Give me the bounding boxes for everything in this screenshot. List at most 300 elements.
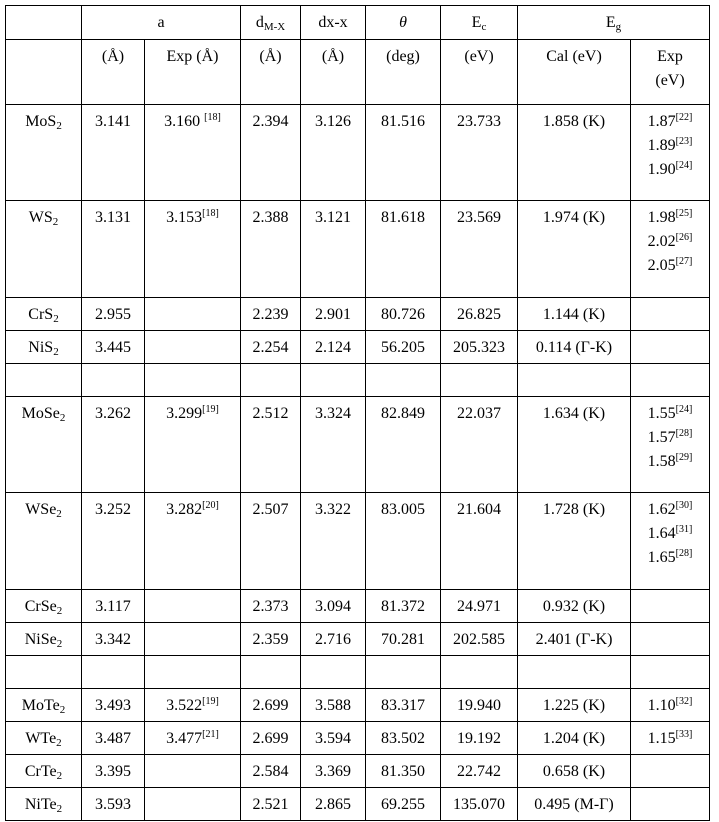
material-formula: NiSe [24,631,57,648]
empty-cell [441,364,518,397]
dxx-value: 2.716 [315,631,352,648]
header2-ec [441,40,518,105]
dmx-value: 2.373 [252,598,289,615]
eg-cal-value: 1.858 (K) [542,113,606,130]
empty-cell [631,656,710,689]
eg-exp-number: 1.10 [647,697,676,714]
eg-cal-value: 0.932 (K) [542,598,606,615]
eg-cal-cell [518,755,631,788]
eg-exp-number: 2.02 [647,233,676,250]
table-row [6,331,710,364]
dxx-value: 3.324 [315,405,352,422]
empty-cell [145,364,241,397]
header2-eg-exp-line2: (eV) [655,72,685,89]
a-exp-cell [145,788,241,821]
a-exp-cell [145,755,241,788]
material-name [6,722,81,751]
theta-cell [366,788,441,821]
material-name [6,788,81,817]
eg-exp-line [631,206,709,230]
header2-eg-cal-text: Cal (eV) [546,48,602,65]
empty-cell [366,656,441,689]
dxx-value: 3.594 [315,730,352,747]
a-exp-cell [145,105,241,201]
material-formula: MoS [25,113,57,130]
ec-cell [441,331,518,364]
ec-cell [441,722,518,755]
theta-value: 69.255 [381,796,426,813]
a-cal-value: 3.395 [95,763,131,780]
eg-exp-line [631,254,709,278]
eg-exp-reference: [31] [675,524,693,535]
eg-cal-cell [518,298,631,331]
material-cell [6,105,82,201]
empty-cell [82,656,145,689]
ec-value: 22.037 [457,405,502,422]
material-name [6,755,81,784]
dmx-value: 2.521 [252,796,289,813]
a-cal-cell [82,493,145,590]
eg-exp-number: 1.65 [647,549,676,566]
a-exp-cell [145,623,241,656]
eg-exp-values [631,331,709,336]
eg-exp-number: 1.58 [647,453,676,470]
table-row [6,788,710,821]
header2-a-cal [82,40,145,105]
header-theta-text: θ [399,14,407,31]
a-exp-value [145,689,240,718]
eg-cal-value: 1.204 (K) [542,730,606,747]
header-eg-sub: g [615,21,622,33]
eg-cal-value: 1.225 (K) [542,697,606,714]
eg-exp-line [631,522,709,546]
header-dmx [241,6,301,40]
dmx-value: 2.254 [252,339,289,356]
empty-cell [301,364,366,397]
dxx-value: 3.121 [315,209,352,226]
a-cal-cell [82,590,145,623]
material-formula: CrSe [24,598,57,615]
header2-dmx [241,40,301,105]
theta-cell [366,298,441,331]
ec-cell [441,788,518,821]
material-cell [6,590,82,623]
eg-cal-value: 1.728 (K) [542,501,606,518]
properties-table [5,5,710,821]
empty-cell [631,364,710,397]
header-theta [366,6,441,40]
dmx-cell [241,590,301,623]
header2-dmx-text: (Å) [259,48,282,65]
material-formula: MoSe [21,405,60,422]
eg-exp-reference: [27] [675,256,693,267]
dxx-cell [301,201,366,298]
eg-exp-reference: [32] [675,696,693,707]
material-cell [6,722,82,755]
header-material [6,6,82,40]
dxx-value: 3.588 [315,697,352,714]
ec-cell [441,105,518,201]
theta-cell [366,590,441,623]
dxx-value: 3.094 [315,598,352,615]
material-subscript: 2 [59,412,66,424]
a-cal-value: 2.955 [95,306,131,323]
a-exp-reference: [21] [202,729,219,740]
a-cal-cell [82,722,145,755]
header2-eg-cal [518,40,631,105]
ec-cell [441,689,518,722]
eg-cal-cell [518,623,631,656]
ec-value: 24.971 [457,598,502,615]
a-exp-value [145,493,240,522]
eg-exp-reference: [25] [675,208,693,219]
material-cell [6,788,82,821]
dmx-value: 2.699 [252,730,289,747]
empty-cell [6,364,82,397]
a-cal-value: 3.117 [95,598,131,615]
header-a [82,6,241,40]
header-row-2 [6,40,710,105]
empty-cell [145,656,241,689]
a-exp-cell [145,331,241,364]
a-exp-reference: [18] [204,112,221,123]
material-subscript: 2 [56,803,63,815]
header-ec-sub: c [481,21,487,33]
dxx-value: 3.322 [315,501,352,518]
theta-cell [366,201,441,298]
material-name [6,493,81,522]
eg-exp-cell [631,201,710,298]
a-cal-value: 3.141 [95,113,131,130]
a-exp-cell [145,397,241,493]
ec-cell [441,298,518,331]
ec-value: 19.192 [457,730,502,747]
material-name [6,331,81,360]
table-row [6,493,710,590]
dmx-value: 2.507 [252,501,289,518]
header2-eg-exp-line1: Exp [657,48,683,65]
a-exp-number: 3.522 [166,697,203,714]
eg-exp-number: 1.90 [647,161,676,178]
ec-cell [441,623,518,656]
header-dmx-text: d [255,14,264,31]
eg-exp-reference: [24] [675,404,693,415]
eg-exp-line [631,158,709,182]
eg-exp-line [631,402,709,426]
theta-value: 83.502 [381,730,426,747]
header-a-text: a [157,14,165,31]
eg-exp-reference: [24] [675,160,693,171]
a-exp-value [145,722,240,751]
ec-cell [441,201,518,298]
eg-exp-reference: [26] [675,232,693,243]
eg-exp-values [631,689,709,718]
header-dmx-sub: M-X [263,21,286,33]
a-exp-value [145,105,240,134]
theta-cell [366,397,441,493]
theta-value: 81.372 [381,598,426,615]
material-cell [6,689,82,722]
material-subscript: 2 [52,216,59,228]
a-cal-cell [82,788,145,821]
eg-cal-value: 1.144 (K) [542,306,606,323]
dmx-cell [241,755,301,788]
table-row [6,105,710,201]
empty-cell [82,364,145,397]
material-name [6,397,81,426]
eg-exp-line [631,546,709,570]
table-row [6,755,710,788]
dmx-cell [241,201,301,298]
ec-value: 19.940 [457,697,502,714]
a-exp-cell [145,201,241,298]
material-cell [6,623,82,656]
header2-material [6,40,82,105]
a-exp-value [145,623,240,628]
eg-cal-value: 0.114 (Γ-K) [535,339,613,356]
a-exp-value [145,201,240,230]
material-name [6,590,81,619]
a-cal-cell [82,298,145,331]
table-row [6,298,710,331]
material-subscript: 2 [59,704,66,716]
eg-cal-cell [518,689,631,722]
material-name [6,298,81,327]
dxx-cell [301,493,366,590]
dmx-value: 2.239 [252,306,289,323]
dmx-cell [241,788,301,821]
theta-cell [366,623,441,656]
dmx-value: 2.699 [252,697,289,714]
empty-cell [518,656,631,689]
empty-cell [441,656,518,689]
material-name [6,105,81,134]
ec-value: 21.604 [457,501,502,518]
dmx-value: 2.359 [252,631,289,648]
ec-cell [441,755,518,788]
header2-a-cal-text: (Å) [101,48,125,65]
a-cal-value: 3.487 [95,730,131,747]
a-cal-cell [82,397,145,493]
ec-cell [441,590,518,623]
material-subscript: 2 [53,346,59,358]
theta-cell [366,689,441,722]
dxx-value: 3.126 [315,113,352,130]
material-formula: CrTe [24,763,57,780]
header-ec-text: E [471,14,482,31]
theta-cell [366,493,441,590]
header2-theta-text: (deg) [386,48,420,65]
eg-exp-line [631,426,709,450]
dmx-value: 2.512 [252,405,289,422]
eg-exp-line [631,450,709,474]
header-ec [441,6,518,40]
eg-cal-cell [518,788,631,821]
theta-cell [366,331,441,364]
dmx-value: 2.584 [252,763,289,780]
material-subscript: 2 [56,508,62,520]
eg-exp-cell [631,623,710,656]
eg-exp-line [631,230,709,254]
eg-exp-reference: [33] [675,729,693,740]
dxx-cell [301,298,366,331]
theta-cell [366,755,441,788]
material-formula: NiS [28,339,54,356]
eg-exp-number: 1.98 [647,209,676,226]
a-exp-value [145,298,240,303]
eg-exp-values [631,788,709,793]
header-dxx [301,6,366,40]
eg-cal-cell [518,201,631,298]
material-formula: CrS [28,306,54,323]
eg-cal-cell [518,722,631,755]
eg-exp-reference: [23] [675,136,693,147]
a-cal-cell [82,623,145,656]
empty-cell [241,364,301,397]
table-row [6,201,710,298]
dmx-cell [241,397,301,493]
eg-exp-reference: [29] [675,452,693,463]
dxx-cell [301,105,366,201]
a-exp-value [145,331,240,336]
a-exp-cell [145,298,241,331]
dmx-value: 2.394 [252,113,289,130]
a-exp-reference: [18] [202,208,219,219]
material-name [6,689,81,718]
eg-exp-number: 1.15 [647,730,676,747]
theta-value: 83.005 [381,501,426,518]
header2-dxx-text: (Å) [321,48,345,65]
eg-exp-cell [631,331,710,364]
dxx-cell [301,590,366,623]
eg-cal-cell [518,105,631,201]
a-cal-value: 3.262 [95,405,131,422]
dmx-cell [241,298,301,331]
table-body [6,105,710,821]
a-exp-cell [145,689,241,722]
eg-exp-line [631,110,709,134]
eg-exp-cell [631,722,710,755]
dmx-cell [241,623,301,656]
a-cal-value: 3.593 [95,796,131,813]
material-cell [6,201,82,298]
material-formula: MoTe [21,697,60,714]
eg-exp-values [631,397,709,474]
material-subscript: 2 [53,313,59,325]
header-row-1 [6,6,710,40]
a-exp-value [145,590,240,595]
header2-dxx [301,40,366,105]
ec-value: 23.733 [457,113,502,130]
blank-row [6,364,710,397]
a-cal-value: 3.131 [95,209,131,226]
header2-eg-exp [631,40,710,105]
dxx-cell [301,755,366,788]
a-exp-reference: [20] [202,500,219,511]
dxx-value: 2.901 [315,306,352,323]
eg-cal-cell [518,493,631,590]
eg-exp-cell [631,689,710,722]
ec-value: 22.742 [457,763,502,780]
material-formula: WSe [25,501,57,518]
eg-exp-values [631,298,709,303]
dxx-value: 2.865 [315,796,352,813]
eg-exp-values [631,105,709,182]
material-subscript: 2 [56,120,62,132]
material-cell [6,331,82,364]
a-cal-value: 3.252 [95,501,131,518]
eg-cal-cell [518,397,631,493]
a-cal-cell [82,689,145,722]
eg-exp-number: 1.62 [647,501,676,518]
blank-row [6,656,710,689]
dxx-cell [301,722,366,755]
dxx-cell [301,331,366,364]
eg-cal-value: 1.634 (K) [542,405,606,422]
theta-value: 82.849 [381,405,426,422]
eg-exp-line [631,694,709,718]
theta-cell [366,722,441,755]
a-cal-cell [82,201,145,298]
ec-value: 23.569 [457,209,502,226]
eg-exp-values [631,493,709,570]
a-cal-cell [82,755,145,788]
header2-a-exp-text: Exp (Å) [166,48,219,65]
eg-cal-cell [518,590,631,623]
ec-value: 26.825 [457,306,502,323]
theta-value: 56.205 [381,339,426,356]
material-cell [6,298,82,331]
dxx-cell [301,788,366,821]
dmx-cell [241,493,301,590]
material-formula: NiTe [24,796,57,813]
table-row [6,722,710,755]
eg-exp-reference: [28] [675,428,693,439]
table-row [6,397,710,493]
header2-a-exp [145,40,241,105]
a-cal-value: 3.493 [95,697,131,714]
dmx-cell [241,331,301,364]
a-exp-number: 3.477 [166,730,203,747]
table-row [6,623,710,656]
material-cell [6,493,82,590]
eg-exp-cell [631,590,710,623]
header2-ec-text: (eV) [464,48,494,65]
theta-value: 83.317 [381,697,426,714]
material-subscript: 2 [56,638,63,650]
a-exp-cell [145,493,241,590]
theta-value: 81.516 [381,113,426,130]
material-name [6,201,81,230]
eg-exp-values [631,722,709,751]
empty-cell [366,364,441,397]
a-cal-cell [82,331,145,364]
eg-exp-values [631,590,709,595]
dmx-value: 2.388 [252,209,289,226]
eg-exp-cell [631,298,710,331]
eg-cal-cell [518,331,631,364]
material-cell [6,397,82,493]
eg-exp-cell [631,493,710,590]
eg-exp-values [631,755,709,760]
a-exp-cell [145,722,241,755]
header-eg [518,6,710,40]
dxx-value: 2.124 [315,339,352,356]
empty-cell [301,656,366,689]
theta-cell [366,105,441,201]
material-subscript: 2 [56,737,62,749]
dxx-cell [301,689,366,722]
